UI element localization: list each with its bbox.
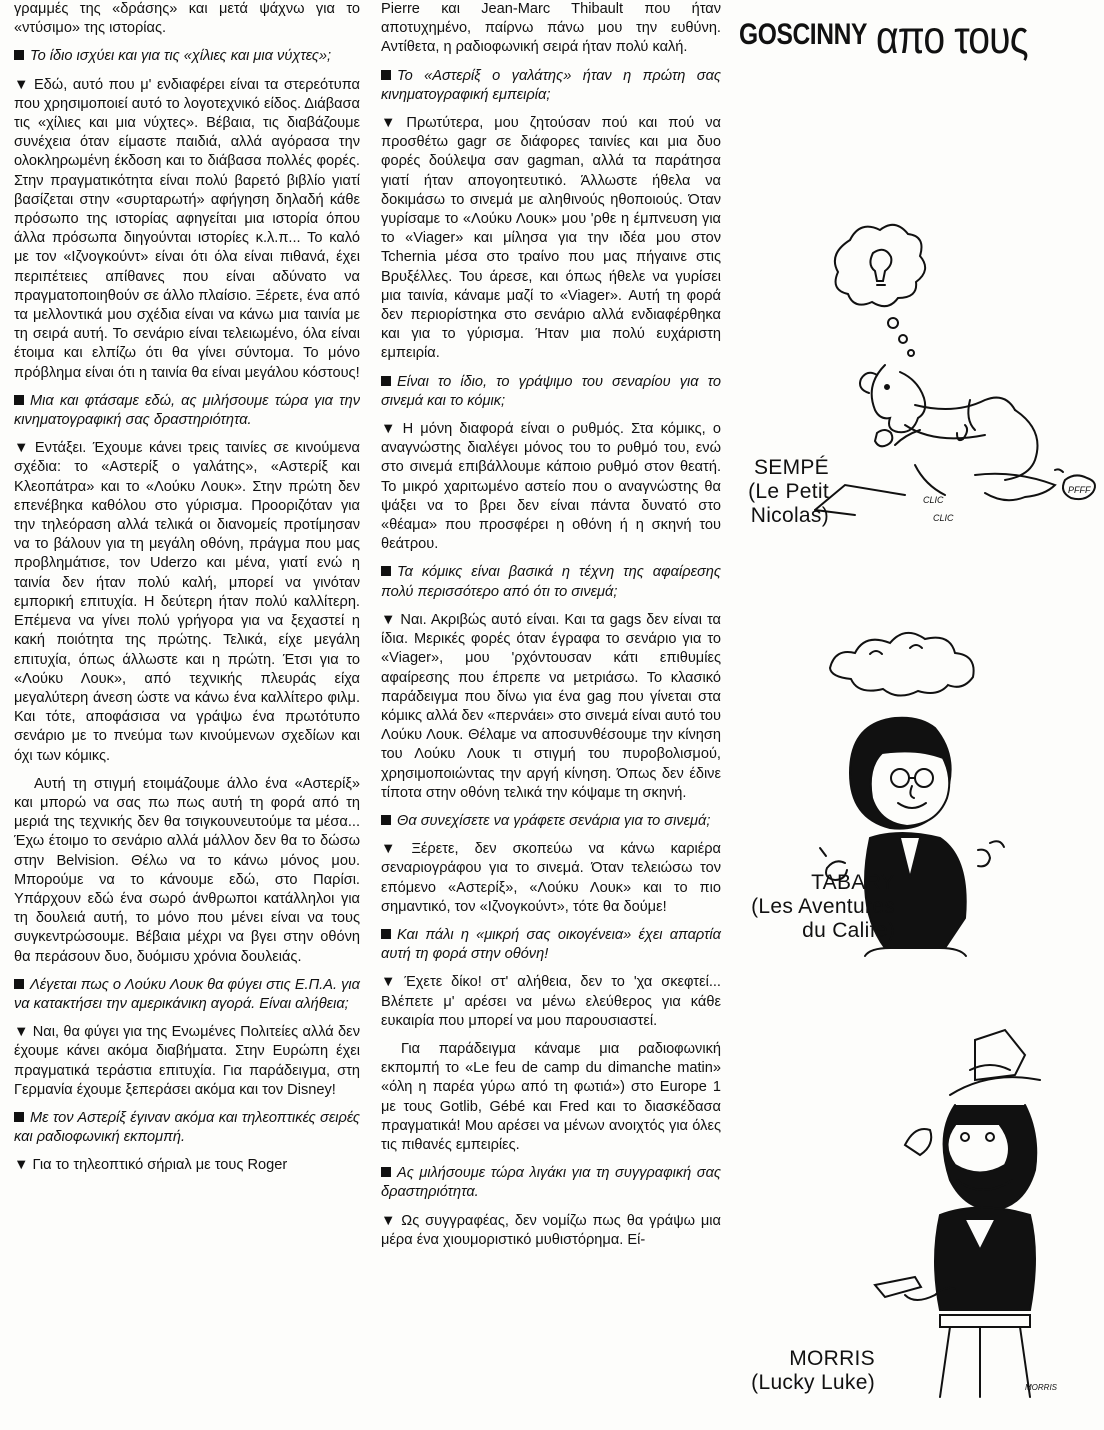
triangle-bullet-icon: ▼: [14, 440, 31, 457]
question: Λέγεται πως ο Λούκυ Λουκ θα φύγει στις Ε.Π.Α. για να κατακτήσει την αμερικάνικη αγορά. Είναι αλήθεια;: [14, 976, 360, 1012]
answer: ▼ Για το τηλεοπτικό σήριαλ με τους Roger: [14, 1157, 288, 1174]
triangle-bullet-icon: ▼: [381, 421, 399, 438]
answer: ▼ Η μόνη διαφορά είναι ο ρυθμός. Στα κόμικς, ο αναγνώστης διαλέγει μόνος του το ρυθμό του, ενώ στο σινεμά επιβάλλουμε κάποιο ρυθμό στον θεατή. Το μικρό χαριτωμένο αστείο που ο αναγνώστης θα ψάξει να το βρει δεν είναι πάντα δυνατό στο «θέαμα» που προσφέρει η οθόνη ή η σκηνή του θεάτρου.: [381, 421, 721, 553]
morris-caption: [735, 1347, 875, 1395]
answer: ▼ Εντάξει. Έχουμε κάνει τρεις ταινίες σε κινούμενα σχέδια: το «Αστερίξ ο γαλάτης», «Αστερίξ και Κλεοπάτρα» και το «Λούκυ Λουκ». Στην πρώτη δεν επενέβηκα καθόλου στο γύρισμα. Προοριζόταν για την τηλεόραση αλλά τελικά οι διανομείς προτίμησαν να το βάλουν για τη μεγάλη οθόνη, πράγμα που μας προβλημάτισε, τον Uderzo και μένα, γιατί ενώ η ταινία δεν ήταν πολύ καλή, μπορεί να γινόταν εμπορική επιτυχία. Η δεύτερη ήταν πολύ καλλίτερη. Επέμενα να γίνει πολύ γρήγορα για να ξεχαστεί η κακή ποιότητα της πρώτης. Τελικά, είχε μεγάλη επιτυχία, όπως άλλωστε και η πρώτη. Έτσι για το «Λούκυ Λουκ», από τεχνικής πλευράς είχα μεγαλύτερη άνεση ώστε να κάνω ένα καλλίτερο φιλμ. Και τότε, αποφάσισα να γράψω ένα πρωτότυπο σενάριο με το πνεύμα των κινούμενων σχεδίων και όχι των κόμικς.: [14, 440, 360, 764]
answer: ▼ Ναι. Ακριβώς αυτό είναι. Και τα gags δεν είναι τα ίδια. Μερικές φορές όταν έγραφα το σενάριο για το «Viager», μου 'ρχόντουσαν κάτι επιθυμίες αφαίρεσης που έπρεπε να μετριάσω. Το κλασικό παράδειγμα που δίνω για ένα gag που γίνεται στα κόμικς αλλά δεν «περνάει» στο σινεμά είναι αυτό του Λούκυ Λουκ. Θέλαμε να αποσυνθέσουμε την κίνηση του Λούκυ Λουκ τι στιγμή του πυροβολισμού, χρησιμοποιώντας την αργή κίνηση. Όπως δεν έδινε τίποτα στην οθόνη τελικά την κόψαμε τη σκηνή.: [381, 611, 721, 801]
triangle-bullet-icon: ▼: [381, 1212, 398, 1229]
square-bullet-icon: [14, 395, 24, 405]
caption-work: (Lucky Luke): [751, 1371, 875, 1394]
answer: ▼ Ως συγγραφέας, δεν νομίζω πως θα γράψω μια μέρα ένα χιουμοριστικό μυθιστόρημα. Εί-: [381, 1212, 721, 1248]
paragraph: Αυτή τη στιγμή ετοιμάζουμε άλλο ένα «Αστερίξ» και μπορώ να σας πω πως αυτή τη φορά από τη μεριά της τεχνικής δεν θα τσιγκουνευτούμε τα μέσα... Έχω έτοιμο το σενάριο αλλά μάλλον δεν θα το δώσω στην Belvision. Θέλω να το κάνω μόνος μου. Μπορούμε να το κάνουμε εδώ, στο Παρίσι. Υπάρχουν εδώ ένα σωρό άνθρωποι κατάλληλοι για τη δουλειά αυτή, το μόνο που μένει είναι να τους συγκεντρώσουμε. Βέβαια μέχρι να βγει στην οθόνη θα περάσουν δυο, δυόμισυ χρόνια δουλειάς.: [14, 775, 360, 965]
triangle-bullet-icon: ▼: [381, 115, 403, 132]
question: Με τον Αστερίξ έγιναν ακόμα και τηλεοπτικές σειρές και ραδιοφωνική εκπομπή.: [14, 1109, 360, 1146]
question: Το ίδιο ισχύει και για τις «χίλιες και μια νύχτες»;: [14, 47, 360, 66]
caption-work: du Calife): [802, 919, 895, 942]
square-bullet-icon: [381, 929, 391, 939]
triangle-bullet-icon: ▼: [14, 1157, 29, 1174]
question: Είναι το ίδιο, το γράψιμο του σεναρίου για το σινεμά και το κόμικ;: [381, 373, 721, 409]
answer: ▼ Ναι, θα φύγει για της Ενωμένες Πολιτείες αλλά δεν έχουμε κάνει ακόμα διαβήματα. Στην Ευρώπη έχει πραγματικά τεράστια επιτυχία. Για παράδειγμα, στη Γερμανία έχουμε ξεπεράσει ακόμα και τον Disney!: [14, 1024, 360, 1098]
answer: ▼ Εδώ, αυτό που μ' ενδιαφέρει είναι τα στερεότυπα που χρησιμοποιεί αυτό το λογοτεχνικό είδος. Διάβασα τις «χίλιες και μια νύχτες». Βέβαια, τις διαβάζουμε συνέχεια όταν είμαστε παιδιά, αλλά αγόρασα την ολοκληρωμένη έκδοση και το διάβασα πολλές φορές. Στην πραγματικότητα είναι πολύ βαρετό βιβλίο γιατί βασίζεται στην «συρταρωτή» αφήγηση δηλαδή κάθε πρόσωπο της ιστορίας αφηγείται μια ιστορία όπου άλλα πρόσωπα διηγούνται ιστορίες κ.λ.π... Το καλό με τον «Ιζνογκούντ» είναι ότι όλα είναι πιθανά, έχει περιπέτειες απίθανες που είναι αδύνατο να πραγματοποιηθούν σε άλλο πλαίσιο. Ξέρετε, ένα από τα μελλοντικά μου σχέδια είναι να κάνω μια ταινία με τη σειρά αυτή. Το σενάριο είναι τελειωμένο, όλα είναι έτοιμα και ελπίζω ότι θα γίνει σύντομα. Το μόνο πρόβλημα είναι ότι η ταινία θα είναι μεγάλου κόστους!: [14, 76, 360, 381]
square-bullet-icon: [14, 1112, 24, 1122]
caption-work: Nicolas): [750, 504, 829, 527]
tabary-caption: [735, 871, 895, 943]
headline: [739, 11, 1028, 63]
caption-name: MORRIS: [789, 1347, 875, 1370]
clic-label: CLIC: [923, 495, 944, 505]
square-bullet-icon: [381, 566, 391, 576]
square-bullet-icon: [381, 70, 391, 80]
square-bullet-icon: [14, 50, 24, 60]
square-bullet-icon: [381, 815, 391, 825]
question: Μια και φτάσαμε εδώ, ας μιλήσουμε τώρα για την κινηματογραφική σας δραστηριότητα.: [14, 392, 360, 429]
triangle-bullet-icon: ▼: [14, 76, 30, 93]
caption-name: SEMPÉ: [753, 456, 829, 479]
answer: ▼ Έχετε δίκο! στ' αλήθεια, δεν το 'χα σκεφτεί... Βλέπετε μ' αρέσει να μένω ελεύθερος για κάθε ευκαιρία που μπορεί να μου παρουσιαστεί.: [381, 974, 721, 1029]
question: Και πάλι η «μικρή σας οικογένεια» έχει απαρτία αυτή τη φορά στην οθόνη!: [381, 926, 721, 963]
caption-work: (Les Aventures: [751, 895, 895, 918]
caption-work: (Le Petit: [748, 480, 829, 503]
answer: ▼ Πρωτύτερα, μου ζητούσαν πού και πού να προσθέτω gagr σε διάφορες ταινίες και μια δυο φορές δούλεψα σαν gagman, αλλά τα παράτησα γιατί ήταν απογοητευτικό. Άλλωστε ήθελα να δοκιμάσω το σινεμά με αληθινούς ηθοποιούς. Όταν γυρίσαμε το «Λούκυ Λουκ» μου 'ρθε η έμπνευση για το «Viager» και μίλησα για την ιδέα μου στον Tchernia μέσα στο τραίνο που μας πήγαινε στις Βρυξέλλες. Του άρεσε, και όπως ήθελε να γυρίσει μια ταινία, κάναμε μαζί το «Viager». Αυτή τη φορά δεν περιορίστηκα στο σενάριο αλλά ενδιαφέρθηκα και για το γύρισμα. Ήταν μια πολύ ευχάριστη εμπειρία.: [381, 115, 721, 362]
morris-caricature: [865, 1015, 1075, 1400]
paragraph: Pierre και Jean-Marc Thibault που ήταν αποτυχημένο, παίρνω πάνω μου την ευθύνη. Αντίθετα, η ραδιοφωνική σειρά ήταν πολύ καλή.: [381, 1, 721, 56]
paragraph: γραμμές της «δράσης» και μετά ψάχνω για το «ντύσιμο» της ιστορίας.: [14, 1, 360, 37]
sempe-caption: [735, 456, 829, 528]
pfff-label: PFFF: [1068, 485, 1091, 495]
question: Ας μιλήσουμε τώρα λιγάκι για τη συγγραφική σας δραστηριότητα.: [381, 1165, 721, 1201]
column-1: [14, 0, 360, 1185]
square-bullet-icon: [14, 979, 24, 989]
square-bullet-icon: [381, 376, 391, 386]
answer: ▼ Ξέρετε, δεν σκοπεύω να κάνω καριέρα σεναριογράφου για το σινεμά. Όταν τελειώσω τον επόμενο «Αστερίξ», «Λούκυ Λουκ» και το πιο σημαντικό, τον «Ιζνογκούντ», τότε θα δούμε!: [381, 841, 721, 915]
illustration-column: [735, 0, 1104, 1430]
caption-name: TABARY: [811, 871, 895, 894]
clic-label: CLIC: [933, 513, 954, 523]
triangle-bullet-icon: ▼: [381, 841, 408, 858]
question: Το «Αστερίξ ο γαλάτης» ήταν η πρώτη σας κινηματογραφική εμπειρία;: [381, 67, 721, 103]
morris-signature: MORRIS: [1025, 1383, 1057, 1392]
headline-thin: απο τους: [876, 11, 1028, 63]
paragraph: Για παράδειγμα κάναμε μια ραδιοφωνική εκπομπή το «Le feu de camp du dimanche matin» «όλη η παρέα γύρω από τη φωτιά») στο Europe 1 με τους Gotlib, Gébé και Fred και το διασκέδασα πραγματικά! Μου αρέσει να μένων ανοιχτός για όλες τις πιθανές εμπειρίες.: [381, 1040, 721, 1153]
triangle-bullet-icon: ▼: [381, 611, 397, 628]
headline-bold: GOSCINNY: [739, 18, 867, 51]
question: Τα κόμικς είναι βασικά η τέχνη της αφαίρεσης πολύ περισσότερο από ότι το σινεμά;: [381, 564, 721, 600]
triangle-bullet-icon: ▼: [381, 974, 401, 991]
question: Θα συνεχίσετε να γράφετε σενάρια για το σινεμά;: [381, 812, 721, 831]
square-bullet-icon: [381, 1167, 391, 1177]
morris-drawing: [865, 1015, 1075, 1400]
triangle-bullet-icon: ▼: [14, 1024, 29, 1041]
column-2: [381, 0, 721, 1259]
